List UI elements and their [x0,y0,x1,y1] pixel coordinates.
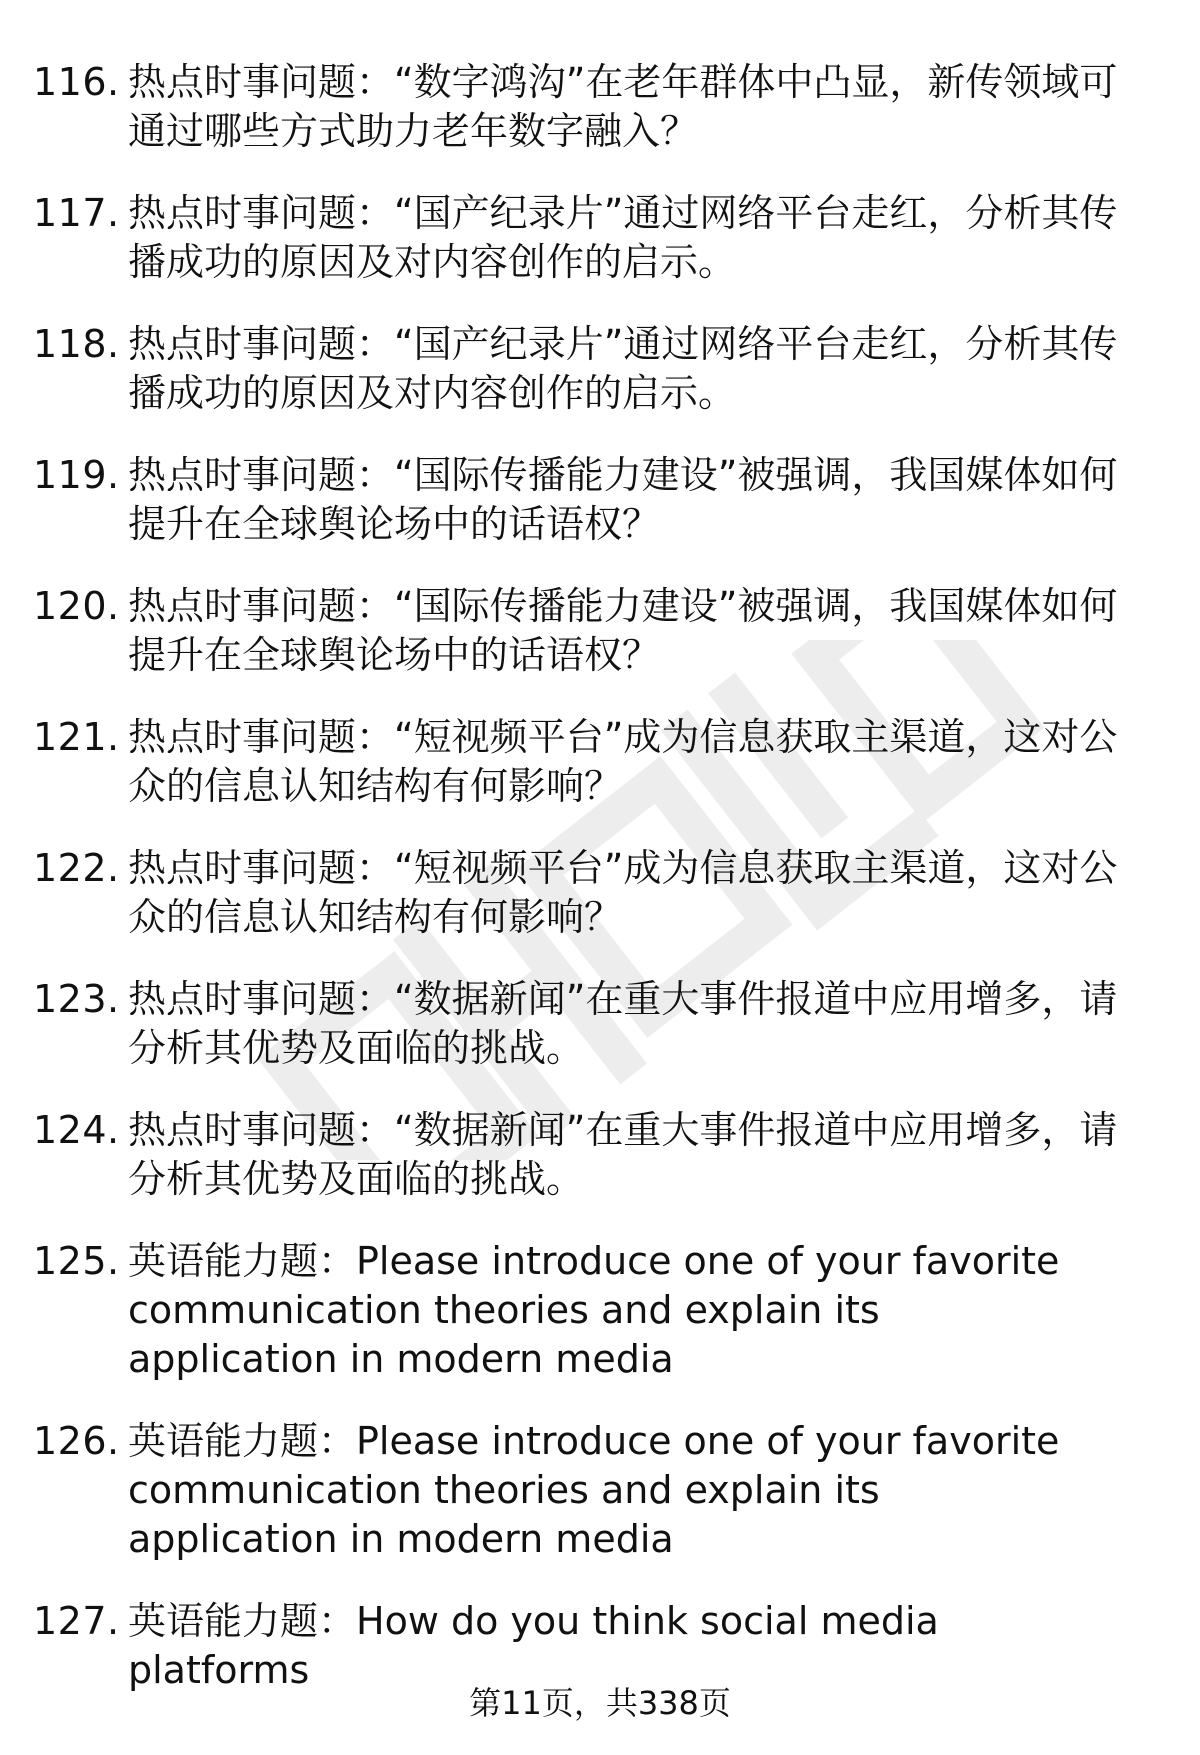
question-text: 英语能力题：Please introduce one of your favorite communication theories and explain its application in modern media [128,1239,1060,1381]
question-item [33,320,1148,418]
question-text: 热点时事问题：“短视频平台”成为信息获取主渠道，这对公众的信息认知结构有何影响？ [128,715,1118,808]
question-number: 119. [33,453,120,497]
question-number: 120. [33,584,120,628]
question-number: 125. [33,1239,120,1283]
question-text: 英语能力题：How do you think social media platforms [128,1599,939,1692]
question-number: 124. [33,1108,120,1152]
question-number: 127. [33,1599,120,1643]
question-text: 热点时事问题：“数据新闻”在重大事件报道中应用增多，请分析其优势及面临的挑战。 [128,1108,1118,1201]
question-number: 123. [33,977,120,1021]
page-footer [0,1683,1200,1723]
question-text: 英语能力题：Please introduce one of your favorite communication theories and explain its application in modern media [128,1419,1060,1561]
question-text: 热点时事问题：“国产纪录片”通过网络平台走红，分析其传播成功的原因及对内容创作的启示。 [128,322,1118,415]
question-item [33,713,1148,811]
question-item [33,1106,1148,1204]
question-text: 热点时事问题：“国际传播能力建设”被强调，我国媒体如何提升在全球舆论场中的话语权？ [128,584,1118,677]
question-number: 126. [33,1419,120,1463]
question-list [33,58,1148,1728]
question-item [33,1417,1148,1564]
question-text: 热点时事问题：“国际传播能力建设”被强调，我国媒体如何提升在全球舆论场中的话语权？ [128,453,1118,546]
question-number: 122. [33,846,120,890]
question-item [33,1237,1148,1384]
question-item [33,844,1148,942]
question-number: 117. [33,191,120,235]
question-text: 热点时事问题：“国产纪录片”通过网络平台走红，分析其传播成功的原因及对内容创作的启示。 [128,191,1118,284]
question-item [33,189,1148,287]
question-number: 121. [33,715,120,759]
page-number-label: 第11页，共338页 [469,1684,731,1722]
question-item [33,975,1148,1073]
question-text: 热点时事问题：“数据新闻”在重大事件报道中应用增多，请分析其优势及面临的挑战。 [128,977,1118,1070]
question-item [33,582,1148,680]
question-text: 热点时事问题：“数字鸿沟”在老年群体中凸显，新传领域可通过哪些方式助力老年数字融入？ [128,60,1118,153]
question-item [33,1597,1148,1695]
question-number: 116. [33,60,120,104]
question-text: 热点时事问题：“短视频平台”成为信息获取主渠道，这对公众的信息认知结构有何影响？ [128,846,1118,939]
question-item [33,451,1148,549]
question-number: 118. [33,322,120,366]
question-item [33,58,1148,156]
